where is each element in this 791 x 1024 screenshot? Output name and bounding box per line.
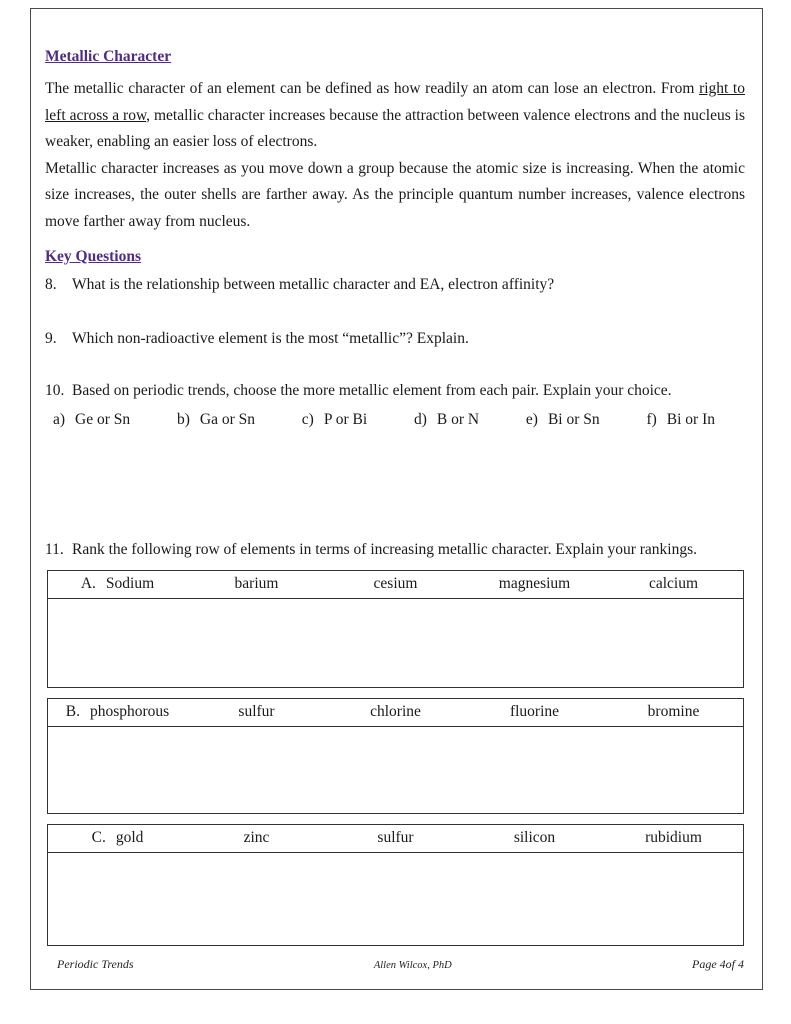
heading-key-questions: Key Questions [45, 247, 142, 265]
footer-document-title: Periodic Trends [57, 957, 134, 971]
element-name: gold [115, 829, 144, 847]
ranking-section-a [47, 570, 744, 688]
section-label: A. [80, 575, 96, 593]
pair-option-b [177, 409, 255, 431]
question-text: What is the relationship between metallic character and EA, electron affinity? [72, 275, 555, 293]
pair-option-f [646, 409, 715, 431]
question-11 [45, 539, 745, 561]
section-label: B. [65, 703, 80, 721]
paragraph-metallic-1 [45, 76, 745, 156]
question-number: 9. [45, 329, 57, 347]
pair-text: Ga or Sn [199, 410, 255, 428]
ranking-cell: zinc [243, 829, 270, 847]
pair-label: d) [413, 410, 427, 428]
pair-option-e [526, 409, 600, 431]
ranking-cell: barium [234, 575, 279, 593]
ranking-table [47, 570, 744, 946]
ranking-section-c [47, 824, 744, 946]
pair-text: Bi or In [666, 410, 715, 428]
ranking-section-b [47, 698, 744, 814]
footer-page-number: Page 4of 4 [691, 957, 744, 971]
paragraph-metallic-2: Metallic character increases as you move down a group because the atomic size is increasing. When the atomic size increases, the outer shells are farther away. As the principle quantum number increases, valence electrons move farther away from nucleus. [45, 159, 745, 230]
question-number: 8. [45, 275, 57, 293]
question-text: Which non-radioactive element is the most “metallic”? Explain. [72, 329, 469, 347]
pair-text: Bi or Sn [547, 410, 600, 428]
element-name: Sodium [105, 575, 155, 593]
pair-option-d [414, 409, 479, 431]
ranking-header-row [48, 825, 743, 853]
ranking-cell [48, 698, 187, 726]
question-number: 11. [45, 540, 64, 558]
answer-space-c [48, 853, 743, 945]
ranking-cell: magnesium [498, 575, 571, 593]
page-content [45, 46, 745, 956]
pair-text: P or Bi [323, 410, 368, 428]
question-10 [45, 380, 745, 402]
pair-option-c [302, 409, 367, 431]
ranking-cell [48, 570, 187, 598]
ranking-cell: cesium [373, 575, 418, 593]
ranking-cell: fluorine [509, 703, 560, 721]
question-text: Based on periodic trends, choose the more metallic element from each pair. Explain your choice. [72, 381, 672, 399]
ranking-header-row [48, 571, 743, 599]
pair-option-a [53, 409, 130, 431]
question-text: Rank the following row of elements in terms of increasing metallic character. Explain your rankings. [72, 540, 697, 558]
pair-label: a) [53, 410, 66, 428]
ranking-cell: chlorine [370, 703, 421, 721]
question-number: 10. [45, 381, 65, 399]
question-8 [45, 274, 745, 296]
answer-space-a [48, 599, 743, 687]
ranking-cell: calcium [648, 575, 699, 593]
section-label: C. [91, 829, 106, 847]
ranking-cell: rubidium [645, 829, 702, 847]
pair-label: b) [176, 410, 190, 428]
ranking-cell: bromine [647, 703, 700, 721]
question-9 [45, 328, 745, 350]
paragraph-text: , metallic character increases because the attraction between valence electrons and the nucleus is weaker, enabling an easier loss of electrons. [45, 106, 745, 151]
heading-metallic-character: Metallic Character [45, 48, 172, 65]
footer-author: Allen Wilcox, PhD [373, 960, 452, 971]
underlined-phrase: right to left across a row [45, 80, 745, 124]
element-name: phosphorous [89, 703, 170, 721]
ranking-cell [48, 824, 187, 852]
ranking-cell: sulfur [377, 829, 414, 847]
paragraph-text: The metallic character of an element can be defined as how readily an atom can lose an electron. From [45, 80, 700, 97]
page-footer [57, 957, 744, 972]
pair-label: f) [646, 410, 657, 428]
ranking-cell: sulfur [238, 703, 275, 721]
pair-text: B or N [436, 410, 480, 428]
element-pairs-row [45, 409, 745, 431]
ranking-cell: silicon [513, 829, 556, 847]
pair-label: e) [525, 410, 538, 428]
pair-label: c) [301, 410, 314, 428]
pair-text: Ge or Sn [75, 410, 131, 428]
answer-space-b [48, 727, 743, 813]
ranking-header-row [48, 699, 743, 727]
